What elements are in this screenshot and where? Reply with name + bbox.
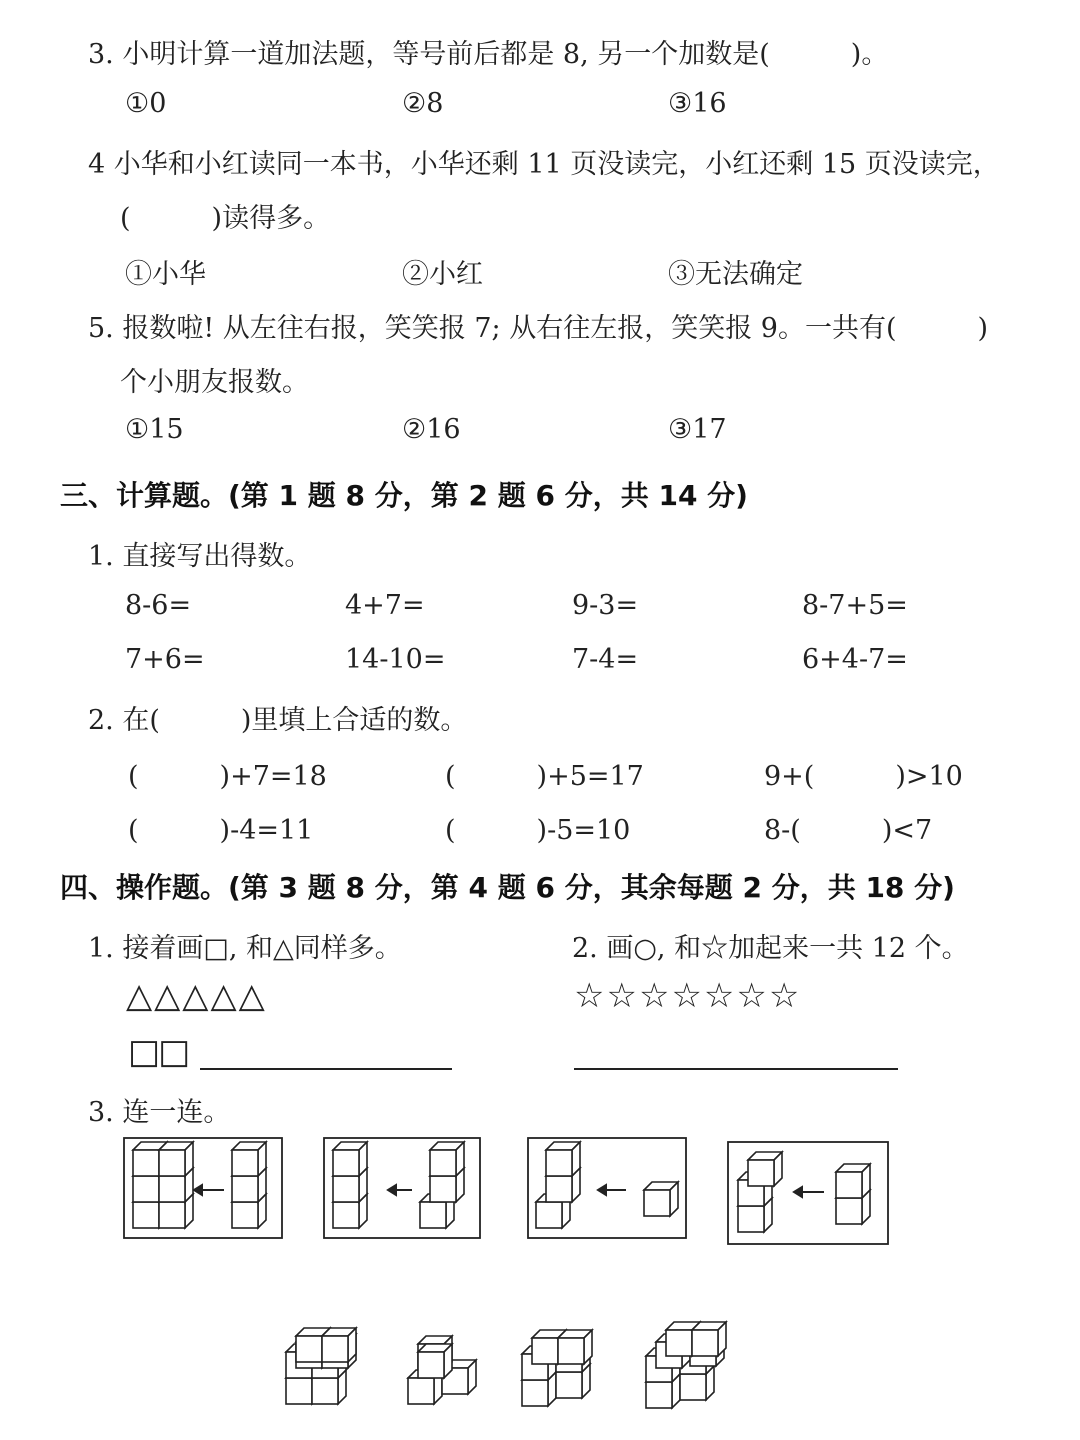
s4-q1-text: 1. 接着画□, 和△同样多。: [88, 933, 402, 964]
q3-option-3[interactable]: ③16: [668, 88, 727, 119]
q5-option-2[interactable]: ②16: [402, 414, 461, 445]
solid-2[interactable]: [408, 1336, 476, 1404]
q5-option-1[interactable]: ①15: [125, 414, 184, 445]
calc-1-1: 8-6=: [125, 590, 192, 621]
fill-1-3[interactable]: 9+( )>10: [764, 761, 963, 792]
s4-q2-text: 2. 画○, 和☆加起来一共 12 个。: [572, 933, 969, 964]
s3-q1-text: 1. 直接写出得数。: [88, 541, 312, 572]
stars-row: ☆☆☆☆☆☆☆: [574, 976, 802, 1016]
q3-option-1[interactable]: ①0: [125, 88, 167, 119]
calc-2-2: 14-10=: [345, 644, 446, 675]
fill-2-2[interactable]: ( )-5=10: [445, 815, 631, 846]
view-card-2[interactable]: [324, 1138, 480, 1238]
calc-2-1: 7+6=: [125, 644, 205, 675]
calc-1-4: 8-7+5=: [802, 590, 908, 621]
q4-text-line2: ( )读得多。: [120, 203, 331, 234]
q3-option-2[interactable]: ②8: [402, 88, 444, 119]
calc-1-3: 9-3=: [572, 590, 639, 621]
q4-option-3[interactable]: ③无法确定: [668, 259, 803, 290]
view-card-4[interactable]: [728, 1142, 888, 1244]
calc-2-4: 6+4-7=: [802, 644, 908, 675]
calc-1-2: 4+7=: [345, 590, 425, 621]
fill-1-1[interactable]: ( )+7=18: [128, 761, 327, 792]
s3-q2-text: 2. 在( )里填上合适的数。: [88, 705, 468, 736]
view-card-3[interactable]: [528, 1138, 686, 1238]
solid-3[interactable]: [522, 1330, 592, 1406]
fill-2-1[interactable]: ( )-4=11: [128, 815, 314, 846]
q4-option-2[interactable]: ②小红: [402, 259, 483, 290]
q5-text-line2: 个小朋友报数。: [120, 367, 309, 398]
squares-row: □□: [128, 1032, 189, 1072]
card1-top-cube: [232, 1142, 266, 1176]
fill-2-3[interactable]: 8-( )<7: [764, 815, 933, 846]
q4-text-line1: 4 小华和小红读同一本书，小华还剩 11 页没读完，小红还剩 15 页没读完，: [88, 149, 1000, 180]
q5-text-line1: 5. 报数啦! 从左往右报，笑笑报 7; 从右往左报，笑笑报 9。一共有( ): [88, 313, 989, 344]
s4-q3-text: 3. 连一连。: [88, 1097, 231, 1128]
section3-title: 三、计算题。(第 1 题 8 分，第 2 题 6 分，共 14 分): [60, 479, 748, 512]
section4-title: 四、操作题。(第 3 题 8 分，第 4 题 6 分，其余每题 2 分，共 18 分): [60, 871, 955, 904]
triangles-row: △△△△△: [126, 976, 267, 1016]
solid-1[interactable]: [286, 1328, 356, 1404]
fill-1-2[interactable]: ( )+5=17: [445, 761, 644, 792]
q5-option-3[interactable]: ③17: [668, 414, 727, 445]
solid-4[interactable]: [646, 1322, 726, 1408]
calc-2-3: 7-4=: [572, 644, 639, 675]
q4-option-1[interactable]: ①小华: [125, 259, 206, 290]
q3-text: 3. 小明计算一道加法题，等号前后都是 8, 另一个加数是( )。: [88, 39, 889, 70]
view-card-1[interactable]: [124, 1138, 282, 1238]
